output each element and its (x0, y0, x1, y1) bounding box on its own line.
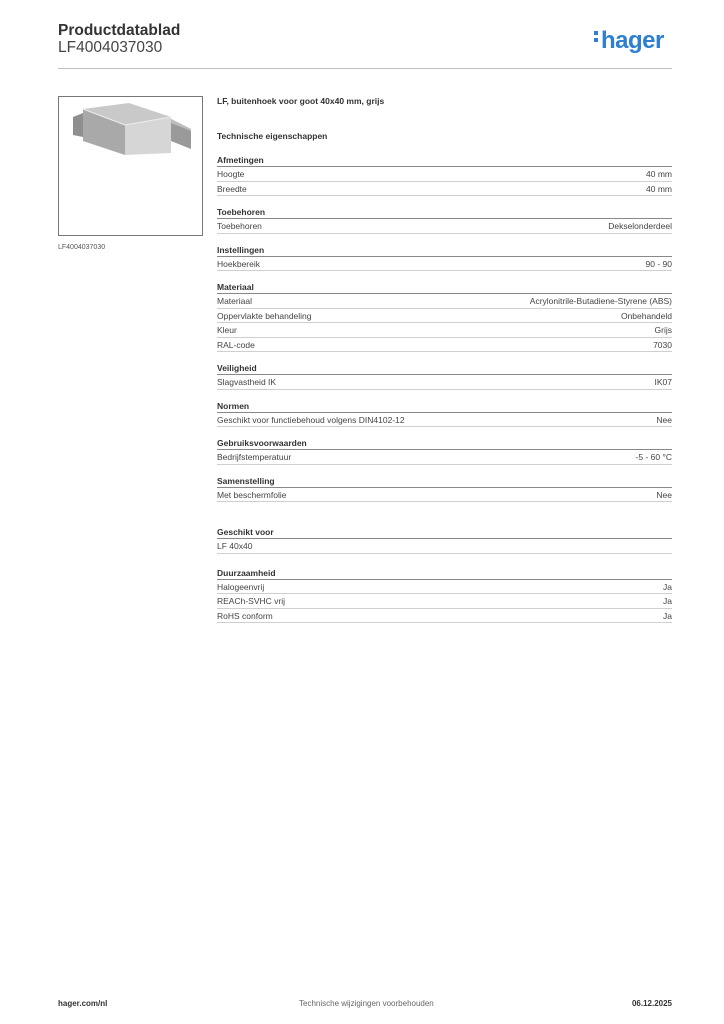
spec-label: RAL-code (217, 339, 255, 350)
section-title: Normen (217, 400, 672, 413)
spec-row (217, 488, 672, 503)
product-code: LF4004037030 (58, 39, 163, 56)
spec-row (217, 375, 672, 390)
spec-row (217, 594, 672, 609)
spec-label: Slagvastheid IK (217, 377, 277, 387)
spec-value: -5 - 60 °C (635, 452, 672, 462)
spec-section (217, 567, 672, 624)
spec-label: Hoogte (217, 169, 245, 179)
product-title: LF, buitenhoek voor goot 40x40 mm, grijs (217, 96, 385, 106)
section-title: Geschikt voor (217, 526, 672, 539)
section-title: Veiligheid (217, 362, 672, 375)
spec-section (217, 244, 672, 272)
spec-label: LF 40x40 (217, 541, 253, 551)
spec-label: Halogeenvrij (217, 581, 265, 592)
spec-row (217, 580, 672, 595)
spec-section (217, 400, 672, 428)
spec-row (217, 609, 672, 624)
spec-section (217, 362, 672, 390)
spec-section (217, 206, 672, 234)
corner-piece-icon (59, 97, 202, 235)
spec-label: Oppervlakte behandeling (217, 310, 312, 321)
spec-value: Ja (663, 596, 672, 606)
spec-label: REACh-SVHC vrij (217, 596, 286, 606)
spec-sections (217, 154, 672, 623)
section-title: Duurzaamheid (217, 567, 672, 580)
section-title: Toebehoren (217, 206, 672, 219)
spec-value: Onbehandeld (620, 310, 672, 321)
spec-label: Met beschermfolie (217, 489, 287, 500)
spec-value: 40 mm (646, 183, 672, 194)
technical-properties-heading: Technische eigenschappen (217, 131, 328, 141)
spec-value: Acrylonitrile-Butadiene-Styrene (ABS) (529, 296, 672, 306)
spec-value: 7030 (653, 339, 672, 350)
section-title: Afmetingen (217, 154, 672, 167)
footer-website: hager.com/nl (58, 999, 108, 1008)
spec-label: Bedrijfstemperatuur (217, 452, 292, 462)
spec-row (217, 338, 672, 353)
spec-section (217, 154, 672, 196)
section-title: Samenstelling (217, 475, 672, 488)
spec-row (217, 539, 672, 554)
spec-label: RoHS conform (217, 610, 273, 621)
page-title: Productdatablad (58, 22, 181, 39)
footer-date: 06.12.2025 (631, 999, 672, 1008)
section-title: Materiaal (217, 281, 672, 294)
spec-value: 90 - 90 (645, 258, 672, 269)
header-divider (58, 68, 672, 69)
spec-value: IK07 (654, 377, 672, 387)
footer-disclaimer: Technische wijzigingen voorbehouden (299, 999, 434, 1008)
spec-row (217, 309, 672, 324)
spec-section (217, 437, 672, 465)
spec-row (217, 167, 672, 182)
spec-row (217, 182, 672, 197)
spec-row (217, 219, 672, 234)
spec-value: Dekselonderdeel (608, 221, 672, 231)
spec-row (217, 294, 672, 309)
spec-value: Ja (663, 581, 672, 592)
product-image (58, 96, 203, 236)
spec-value: Nee (656, 414, 672, 425)
spec-section (217, 475, 672, 503)
image-caption: LF4004037030 (58, 244, 106, 251)
section-title: Instellingen (217, 244, 672, 257)
spec-label: Breedte (217, 183, 247, 194)
spec-value: Nee (656, 489, 672, 500)
spec-value: Ja (663, 610, 672, 621)
logo-text: hager (601, 27, 664, 54)
logo-dots-icon (594, 28, 598, 45)
spec-label: Geschikt voor functiebehoud volgens DIN4102-12 (217, 414, 405, 425)
spec-row (217, 450, 672, 465)
spec-value: Grijs (654, 325, 672, 335)
spec-label: Materiaal (217, 296, 252, 306)
spec-label: Toebehoren (217, 221, 262, 231)
spec-value: 40 mm (646, 169, 672, 179)
spec-section (217, 281, 672, 352)
spec-section (217, 526, 672, 554)
spec-label: Hoekbereik (217, 258, 260, 269)
spec-row (217, 257, 672, 272)
spec-label: Kleur (217, 325, 237, 335)
spec-row (217, 323, 672, 338)
spec-row (217, 413, 672, 428)
hager-logo (594, 28, 664, 53)
section-title: Gebruiksvoorwaarden (217, 437, 672, 450)
product-details (217, 96, 672, 623)
